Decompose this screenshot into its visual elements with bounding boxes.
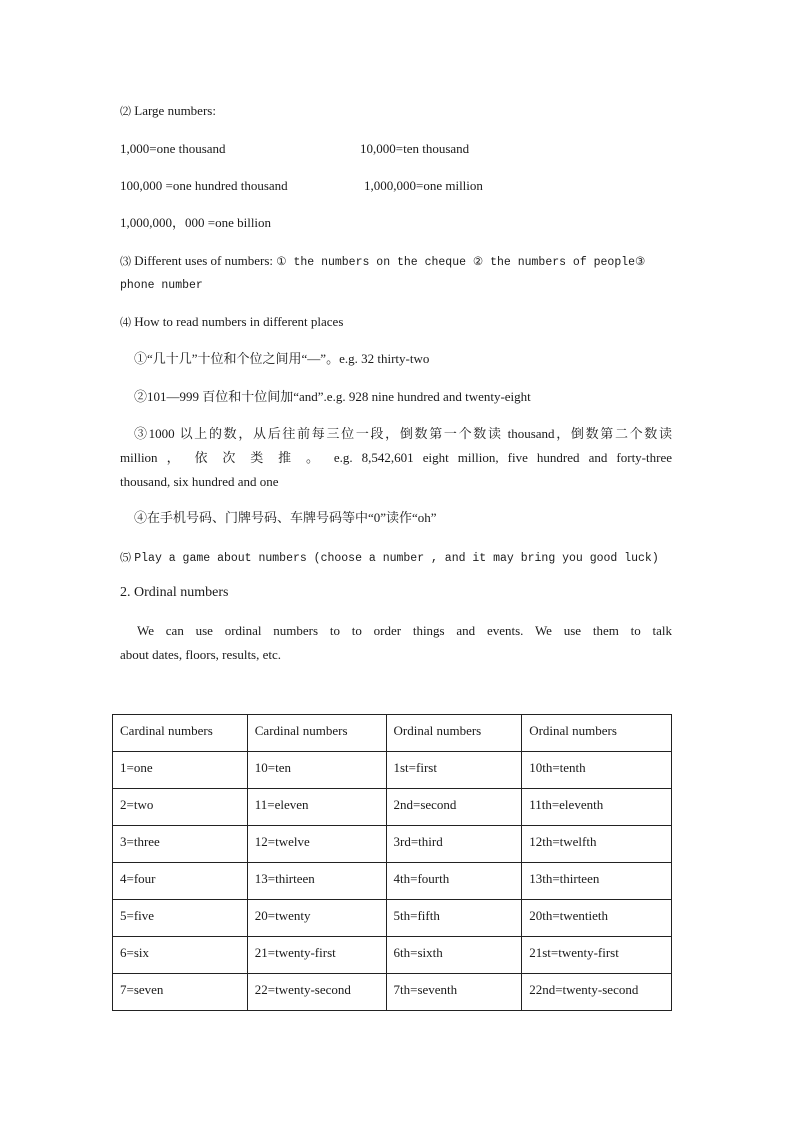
large-numbers-title: ⑵ Large numbers: [120,103,216,118]
table-cell: 1=one [113,752,248,789]
table-row [113,752,672,789]
numbers-table [112,714,672,1011]
table-cell: 10=ten [247,752,386,789]
large-numbers-row-1-left: 1,000=one thousand [120,141,226,156]
table-cell: 3=three [113,826,248,863]
table-cell: 21st=twenty-first [522,937,672,974]
ordinal-numbers-heading: 2. Ordinal numbers [120,585,229,600]
table-row [113,826,672,863]
table-header-cell: Cardinal numbers [113,715,248,752]
table-cell: 20th=twentieth [522,900,672,937]
different-uses-line-2: phone number [120,279,203,292]
ordinal-paragraph-line-2: about dates, floors, results, etc. [120,647,282,662]
table-cell: 4=four [113,863,248,900]
table-cell: 1st=first [386,752,522,789]
read-rule-3-line-1: ③1000 以上的数，从后往前每三位一段，倒数第一个数读 thousand，倒数第二个数读 [134,426,672,441]
table-cell: 11=eleven [247,789,386,826]
table-cell: 7th=seventh [386,974,522,1011]
ordinal-paragraph-line-1: We can use ordinal numbers to to order things and events. We use them to talk [137,623,672,638]
table-row [113,789,672,826]
table-cell: 6=six [113,937,248,974]
table-cell: 4th=fourth [386,863,522,900]
table-cell: 20=twenty [247,900,386,937]
read-rule-3-line-3: thousand, six hundred and one [120,474,279,489]
read-rule-3-line-2: million ， 依 次 类 推 。 e.g. 8,542,601 eight million, five hundred and forty-three [120,450,672,465]
table-cell: 21=twenty-first [247,937,386,974]
table-cell: 22=twenty-second [247,974,386,1011]
table-cell: 3rd=third [386,826,522,863]
read-rule-4: ④在手机号码、门牌号码、车牌号码等中“0”读作“oh” [134,510,437,525]
large-numbers-row-2-right: 1,000,000=one million [364,178,483,193]
table-cell: 2nd=second [386,789,522,826]
large-numbers-row-2-left: 100,000 =one hundred thousand [120,178,288,193]
table-cell: 2=two [113,789,248,826]
table-cell: 12=twelve [247,826,386,863]
table-header-cell: Cardinal numbers [247,715,386,752]
table-cell: 10th=tenth [522,752,672,789]
table-row [113,974,672,1011]
table-cell: 5th=fifth [386,900,522,937]
table-cell: 11th=eleventh [522,789,672,826]
table-row [113,937,672,974]
table-cell: 22nd=twenty-second [522,974,672,1011]
numbers-table-body [113,715,672,1011]
table-row [113,863,672,900]
table-cell: 13th=thirteen [522,863,672,900]
how-to-read-title: ⑷ How to read numbers in different places [120,314,344,329]
different-uses-line-1: ⑶ Different uses of numbers: ① the numbers on the cheque ② the numbers of people③ [120,253,646,269]
table-header-row [113,715,672,752]
table-cell: 5=five [113,900,248,937]
table-cell: 6th=sixth [386,937,522,974]
play-game-line: ⑸ Play a game about numbers (choose a number , and it may bring you good luck) [120,552,659,565]
table-cell: 7=seven [113,974,248,1011]
table-header-cell: Ordinal numbers [522,715,672,752]
large-numbers-row-1-right: 10,000=ten thousand [360,141,470,156]
read-rule-1: ①“几十几”十位和个位之间用“—”。e.g. 32 thirty-two [134,351,430,366]
table-row [113,900,672,937]
table-cell: 12th=twelfth [522,826,672,863]
table-header-cell: Ordinal numbers [386,715,522,752]
read-rule-2: ②101—999 百位和十位间加“and”.e.g. 928 nine hundred and twenty-eight [134,389,531,404]
large-numbers-row-3: 1,000,000，000 =one billion [120,215,272,230]
table-cell: 13=thirteen [247,863,386,900]
